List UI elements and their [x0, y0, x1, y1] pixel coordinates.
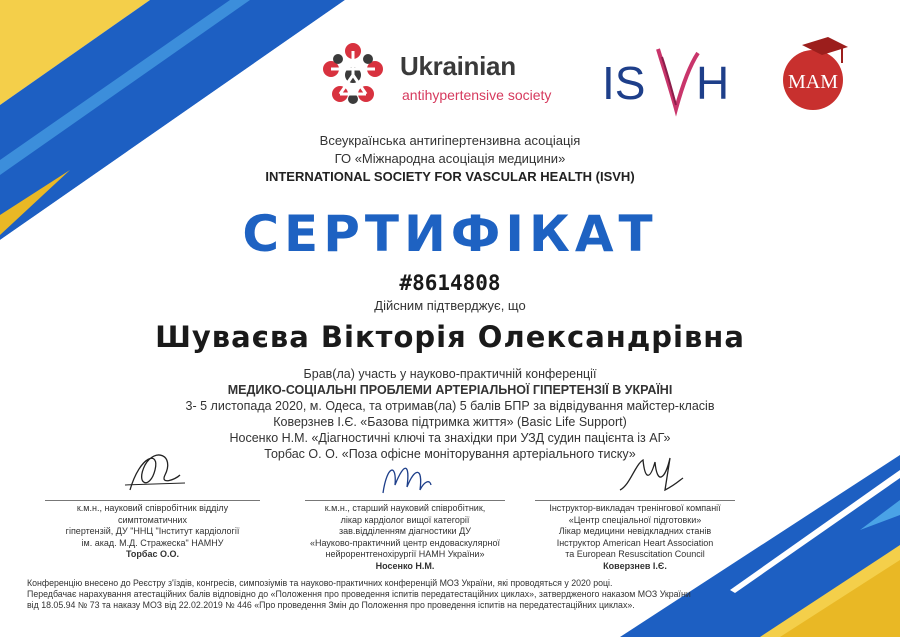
- confirm-text: Дійсним підтверджує, що: [374, 298, 526, 313]
- signatory-2-line-5: нейрорентгенохірургії НАМН України»: [325, 549, 485, 559]
- footer-note: [27, 578, 727, 611]
- signature-nosenko: [375, 455, 435, 500]
- body-line-3: 3- 5 листопада 2020, м. Одеса, та отримав(ла) 5 балів БПР за відвідування майстер-класів: [185, 399, 715, 413]
- graduation-cap-icon: [780, 35, 850, 115]
- certificate-number: #8614808: [399, 271, 501, 295]
- signatory-3-line-1: Інструктор-викладач тренінгової компанії: [549, 503, 721, 513]
- org-line-1: Всеукраїнська антигіпертензивна асоціація: [319, 133, 581, 148]
- svg-text:H: H: [696, 57, 730, 109]
- signatory-2-name: Носенко Н.М.: [375, 560, 435, 571]
- signature-line: [45, 500, 260, 501]
- signatory-2-line-2: лікар кардіолог вищої категорії: [340, 514, 470, 525]
- signatory-1-name: Торбас О.О.: [126, 549, 179, 559]
- signatory-1: [45, 500, 260, 561]
- organizations-block: [0, 132, 900, 186]
- recipient-name: Шуваєва Вікторія Олександрівна: [155, 320, 745, 354]
- conference-title: МЕДИКО-СОЦІАЛЬНІ ПРОБЛЕМИ АРТЕРІАЛЬНОЇ ГІПЕРТЕНЗІЇ В УКРАЇНІ: [227, 383, 673, 397]
- signatory-1-line-2: гіпертензій, ДУ "ННЦ "Інститут кардіології: [65, 526, 240, 536]
- signatory-3-line-5: та European Resuscitation Council: [565, 549, 705, 559]
- ukrainian-society-name: Ukrainian: [400, 51, 516, 81]
- org-line-3: INTERNATIONAL SOCIETY FOR VASCULAR HEALTH (ISVH): [265, 169, 635, 184]
- signatory-3-line-2: «Центр спеціальної підготовки»: [568, 514, 702, 525]
- org-line-2: ГО «Міжнародна асоціація медицини»: [334, 151, 566, 166]
- ukrainian-society-subtitle: antihypertensive society: [402, 87, 552, 103]
- svg-text:IS: IS: [602, 57, 646, 109]
- isvh-mark-icon: [600, 47, 730, 117]
- logos-row: [0, 35, 900, 125]
- signatory-3: [535, 500, 735, 572]
- footer-line-2: Передбачає нарахування атестаційних балів відповідно до «Положення про проведення іспитів передатестаційних циклах», затвердженого наказом МОЗ України: [27, 589, 691, 599]
- ukrainian-society-logo: [318, 39, 568, 119]
- signatory-3-line-3: Лікар медицини невідкладних станів: [558, 526, 712, 536]
- signature-line: [535, 500, 735, 501]
- signature-torbas: [120, 445, 190, 500]
- signatory-3-name: Коверзнев І.Є.: [603, 560, 667, 571]
- svg-text:MAM: MAM: [787, 71, 839, 93]
- signature-koverznev: [615, 450, 685, 500]
- signatory-2-line-3: зав.відділенням діагностики ДУ: [339, 526, 471, 536]
- signatory-2-line-1: к.м.н., старший науковий співробітник,: [324, 503, 486, 513]
- body-line-4: Коверзнев І.Є. «Базова підтримка життя» (Basic Life Support): [273, 415, 627, 429]
- signatory-2-line-4: «Науково-практичний центр ендоваскулярної: [310, 537, 500, 548]
- footer-line-1: Конференцію внесено до Реєстру з'їздів, конгресів, симпозіумів та науково-практичних конференцій МОЗ України, які проводяться у 2020 році.: [27, 578, 613, 588]
- knot-icon: [318, 39, 388, 111]
- certificate-title: СЕРТИФІКАТ: [242, 205, 658, 263]
- signatory-1-line-3: ім. акад. М.Д. Стражеска" НАМНУ: [81, 537, 224, 548]
- signatory-1-line-1: к.м.н., науковий співробітник відділу симптоматичних: [76, 503, 229, 525]
- footer-line-3: від 18.05.94 № 73 та наказу МОЗ від 22.02.2019 № 446 «Про проведення Змін до Положення про проведення іспитів на передатестаційних циклах».: [27, 600, 635, 610]
- signature-line: [305, 500, 505, 501]
- body-line-6: Торбас О. О. «Поза офісне моніторування артеріального тиску»: [264, 447, 636, 461]
- body-line-1: Брав(ла) участь у науково-практичній конференції: [303, 367, 597, 381]
- signatory-3-line-4: Інструктор American Heart Association: [556, 537, 714, 548]
- isvh-logo: [600, 47, 730, 117]
- body-line-5: Носенко Н.М. «Діагностичні ключі та знахідки при УЗД судин пацієнта із АГ»: [229, 431, 671, 445]
- mam-logo: [780, 35, 850, 115]
- signatory-2: [305, 500, 505, 572]
